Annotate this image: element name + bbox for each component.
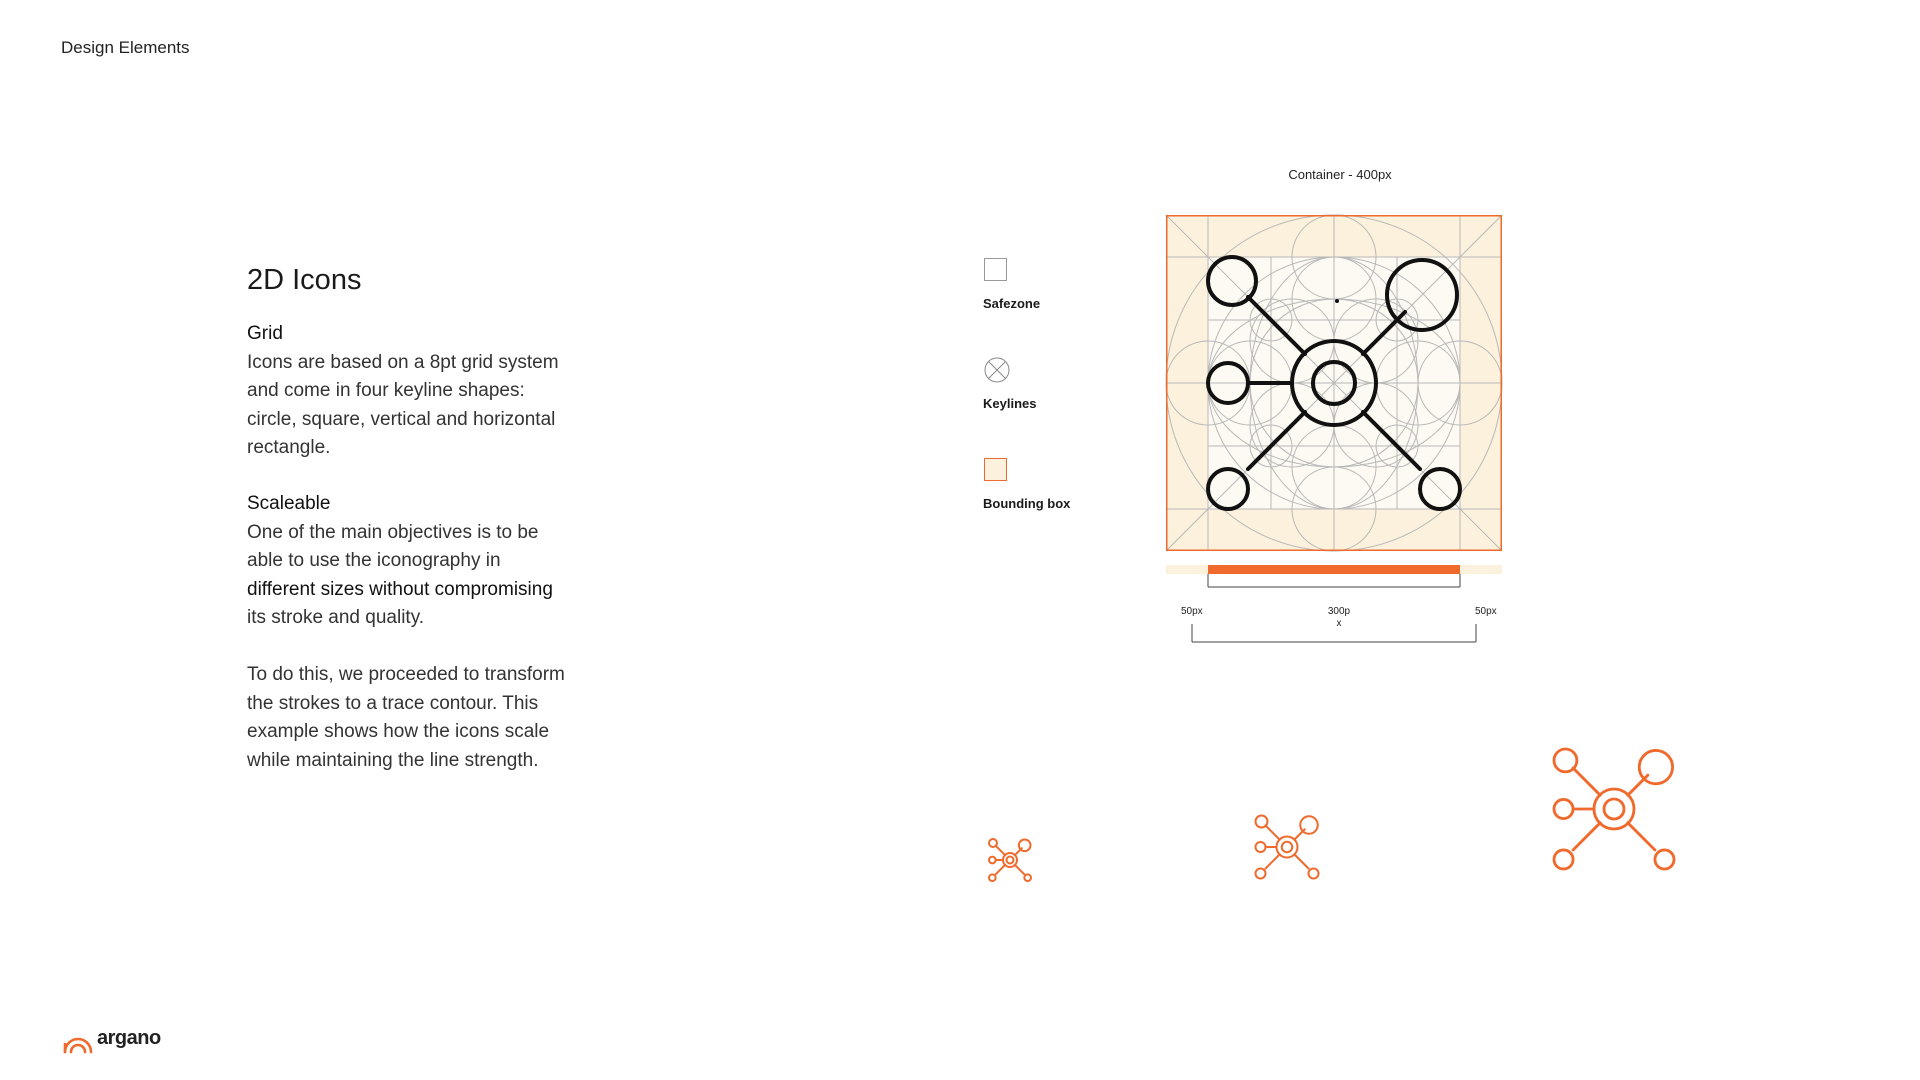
process-line: To do this, we proceeded to transform xyxy=(247,664,565,685)
grid-line: Icons are based on a 8pt grid system xyxy=(247,351,559,373)
content-band xyxy=(1208,565,1460,574)
dimension-guide xyxy=(1166,562,1502,647)
scaleable-line: able to use the iconography in xyxy=(247,550,501,571)
grid-section xyxy=(247,320,587,463)
dimension-right: 50px xyxy=(1475,606,1497,617)
node-network-icon-large xyxy=(1534,729,1694,889)
keylines-icon xyxy=(984,357,1010,383)
process-line: the strokes to a trace contour. This xyxy=(247,692,539,714)
grid-line: and come in four keyline shapes: xyxy=(247,380,525,401)
legend-label-safezone: Safezone xyxy=(983,296,1041,311)
scaleable-section xyxy=(247,490,587,633)
node-network-icon-small xyxy=(982,832,1038,888)
grid-line: rectangle. xyxy=(247,437,331,458)
process-line: example shows how the icons scale xyxy=(247,721,550,742)
safezone-swatch-icon xyxy=(984,258,1007,281)
scaleable-line: its stroke and quality. xyxy=(247,607,425,628)
scaleable-heading: Scaleable xyxy=(247,493,331,514)
section-label: Design Elements xyxy=(61,38,190,57)
legend-label-keylines: Keylines xyxy=(983,396,1037,411)
grid-line: circle, square, vertical and horizontal xyxy=(247,408,556,430)
argano-logo-icon xyxy=(62,1022,94,1054)
container-label: Container - 400px xyxy=(1288,167,1392,182)
process-section xyxy=(247,661,587,775)
dimension-left: 50px xyxy=(1181,606,1203,617)
icon-construction-grid xyxy=(1166,215,1502,551)
scaleable-line: One of the main objectives is to be xyxy=(247,521,539,543)
process-line: while maintaining the line strength. xyxy=(247,749,539,771)
legend-label-bounding-box: Bounding box xyxy=(983,496,1071,511)
page-title: 2D Icons xyxy=(247,264,362,296)
dimension-center-sub: x xyxy=(1336,618,1342,629)
bounding-box-swatch-icon xyxy=(984,458,1007,481)
scaleable-line: different sizes without compromising xyxy=(247,578,553,600)
grid-heading: Grid xyxy=(247,323,283,344)
dimension-center: 300p xyxy=(1327,606,1351,617)
argano-logo-text: argano xyxy=(97,1027,161,1049)
node-network-icon-medium xyxy=(1245,805,1329,889)
